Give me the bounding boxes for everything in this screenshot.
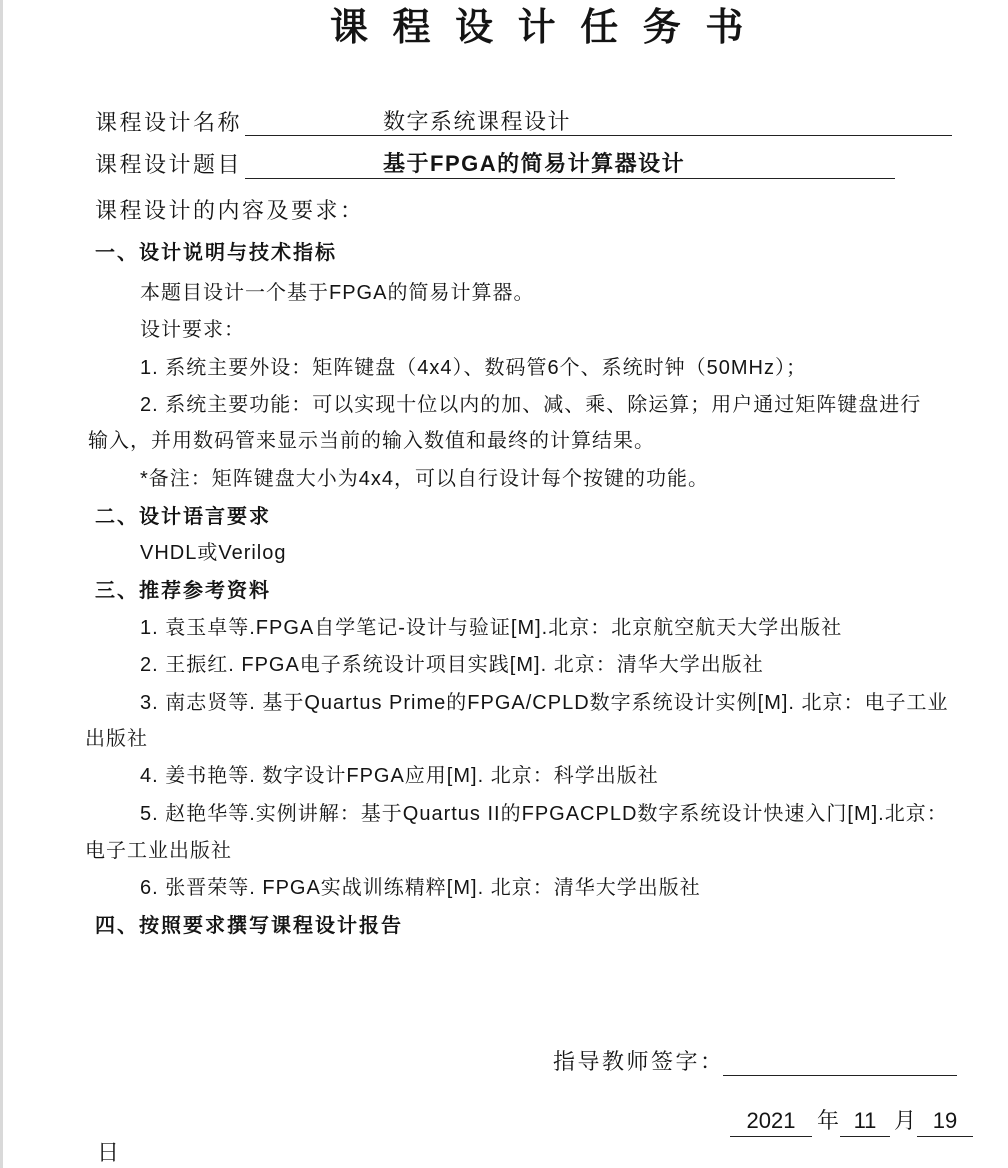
requirement-item: 2. 系统主要功能：可以实现十位以内的加、减、乘、除运算；用户通过矩阵键盘进行 [140,394,922,416]
course-name-underline [245,135,952,136]
body-line: 本题目设计一个基于FPGA的简易计算器。 [140,282,535,304]
body-line: VHDL或Verilog [140,542,287,564]
signature-line [723,1075,957,1076]
reference-item: 3. 南志贤等. 基于Quartus Prime的FPGA/CPLD数字系统设计实例[M]. 北京：电子工业 [140,692,949,714]
date-year: 2021 [730,1106,812,1137]
section-heading: 三、推荐参考资料 [95,580,271,602]
course-topic-value: 基于FPGA的简易计算器设计 [383,151,686,176]
section-heading: 四、按照要求撰写课程设计报告 [95,915,403,937]
course-name-value: 数字系统课程设计 [383,109,572,134]
signature-label: 指导教师签字： [553,1049,725,1074]
requirement-item-continued: 输入，并用数码管来显示当前的输入数值和最终的计算结果。 [88,430,655,452]
course-topic-label: 课程设计题目 [95,152,243,177]
reference-item: 1. 袁玉卓等.FPGA自学笔记-设计与验证[M].北京：北京航空航天大学出版社 [140,617,843,639]
date-year-unit: 年 [817,1108,840,1133]
reference-item: 5. 赵艳华等.实例讲解：基于Quartus II的FPGACPLD数字系统设计快速入门[M].北京： [140,803,948,825]
page-edge [0,0,3,1168]
requirement-item: 1. 系统主要外设：矩阵键盘（4x4）、数码管6个、系统时钟（50MHz）； [140,357,807,379]
reference-item-continued: 出版社 [85,728,148,750]
body-line: 设计要求： [140,319,245,341]
content-heading: 课程设计的内容及要求： [95,198,365,223]
note-line: *备注：矩阵键盘大小为4x4，可以自行设计每个按键的功能。 [140,468,710,490]
date-day: 19 [917,1106,973,1137]
date-month: 11 [840,1106,890,1137]
section-heading: 二、设计语言要求 [95,506,271,528]
date-day-unit: 日 [97,1140,120,1165]
course-name-label: 课程设计名称 [95,110,243,135]
section-heading: 一、设计说明与技术指标 [95,242,337,264]
reference-item-continued: 电子工业出版社 [85,840,232,862]
date-month-unit: 月 [894,1108,917,1133]
document-title: 课 程 设 计 任 务 书 [330,7,751,49]
reference-item: 2. 王振红. FPGA电子系统设计项目实践[M]. 北京：清华大学出版社 [140,654,764,676]
reference-item: 4. 姜书艳等. 数字设计FPGA应用[M]. 北京：科学出版社 [140,765,659,787]
reference-item: 6. 张晋荣等. FPGA实战训练精粹[M]. 北京：清华大学出版社 [140,877,701,899]
